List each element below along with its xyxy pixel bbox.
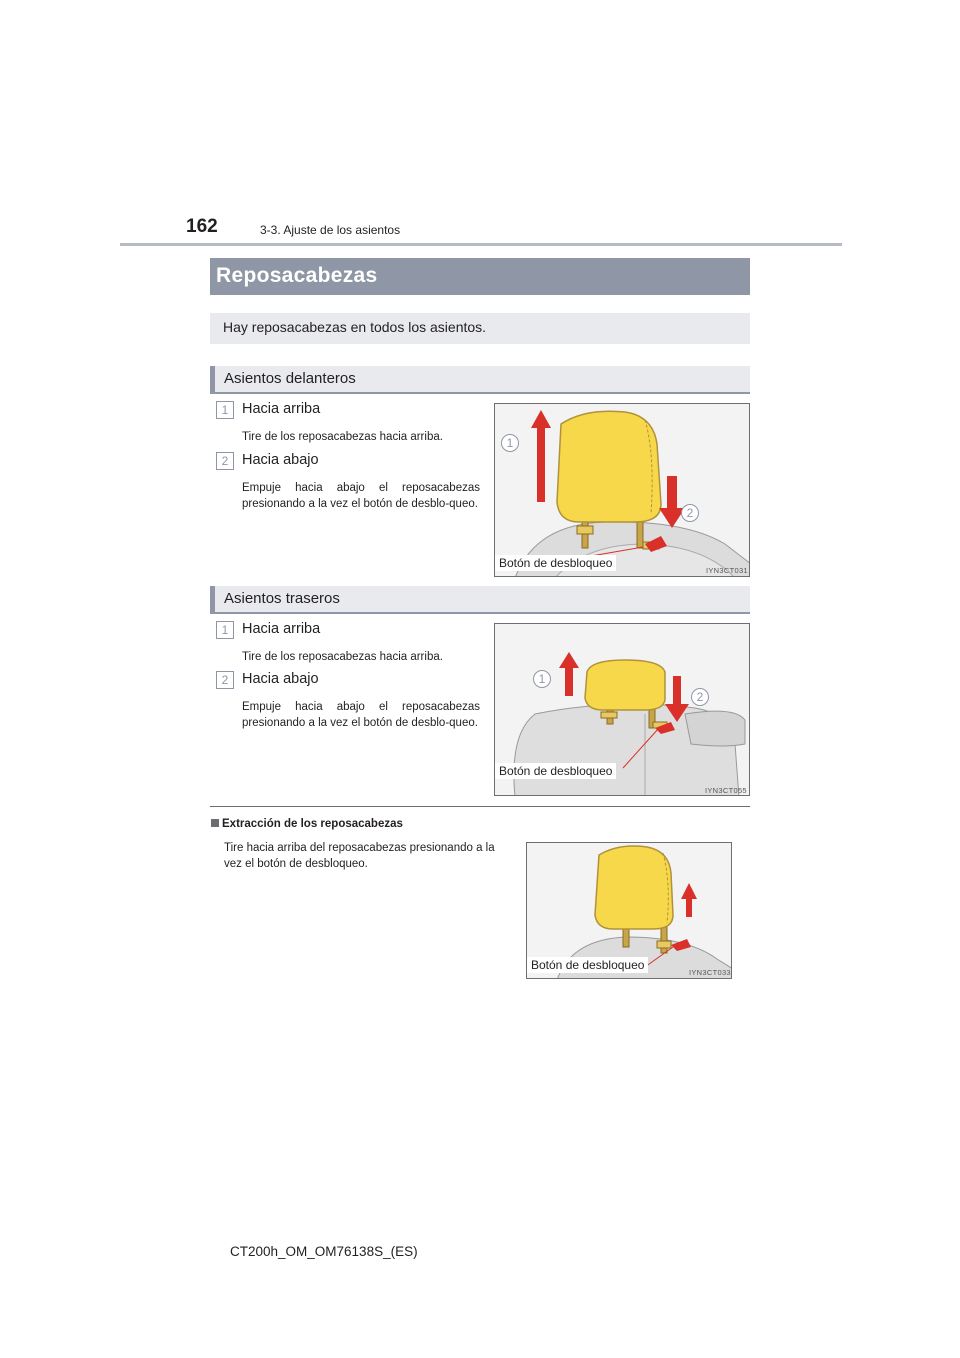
section-divider (210, 806, 750, 807)
step-number-badge: 2 (216, 452, 234, 470)
release-button-label: Botón de desbloqueo (495, 555, 616, 571)
bullet-square-icon (211, 819, 219, 827)
step-number-badge: 1 (216, 401, 234, 419)
step-number-badge: 2 (216, 671, 234, 689)
front-seats-heading-bar (210, 366, 750, 394)
removal-heading (211, 818, 403, 830)
step-number-badge: 1 (216, 621, 234, 639)
section-reference: 3-3. Ajuste de los asientos (260, 223, 401, 237)
intro-text: Hay reposacabezas en todos los asientos. (223, 319, 487, 335)
front-item-up-title: Hacia arriba (242, 401, 321, 417)
front-item-up-desc: Tire de los reposacabezas hacia arriba. (242, 431, 443, 443)
callout-1: 1 (501, 434, 519, 452)
release-button-label: Botón de desbloqueo (527, 957, 648, 973)
rear-seats-heading-bar (210, 586, 750, 614)
front-headrest-illustration (494, 403, 750, 577)
removal-heading-text: Extracción de los reposacabezas (222, 818, 403, 830)
rear-seats-heading: Asientos traseros (224, 590, 340, 607)
page-number: 162 (186, 216, 218, 237)
front-item-down-title: Hacia abajo (242, 452, 319, 468)
callout-1: 1 (533, 670, 551, 688)
front-seats-heading: Asientos delanteros (224, 370, 356, 387)
rear-item-down-title: Hacia abajo (242, 671, 319, 687)
figure-code: IYN3CT055 (705, 786, 747, 795)
removal-headrest-illustration (526, 842, 732, 979)
figure-code: IYN3CT033 (689, 968, 731, 977)
removal-text: Tire hacia arriba del reposacabezas presionando a la vez el botón de desbloqueo. (224, 842, 495, 870)
document-code: CT200h_OM_OM76138S_(ES) (230, 1244, 418, 1259)
section-title-bar (210, 258, 750, 295)
rear-headrest-illustration (494, 623, 750, 796)
release-button-label: Botón de desbloqueo (495, 763, 616, 779)
section-title: Reposacabezas (216, 264, 378, 287)
figure-code: IYN3CT031 (706, 566, 748, 575)
rear-item-up-desc: Tire de los reposacabezas hacia arriba. (242, 651, 443, 663)
header-rule (120, 243, 842, 246)
front-item-down-desc: Empuje hacia abajo el reposacabezas presionando a la vez el botón de desblo-queo. (242, 482, 480, 510)
intro-box (210, 313, 750, 344)
callout-2: 2 (691, 688, 709, 706)
front-headrest-drawing (495, 404, 750, 577)
callout-2: 2 (681, 504, 699, 522)
rear-item-down-desc: Empuje hacia abajo el reposacabezas presionando a la vez el botón de desblo-queo. (242, 701, 480, 729)
rear-item-up-title: Hacia arriba (242, 621, 321, 637)
